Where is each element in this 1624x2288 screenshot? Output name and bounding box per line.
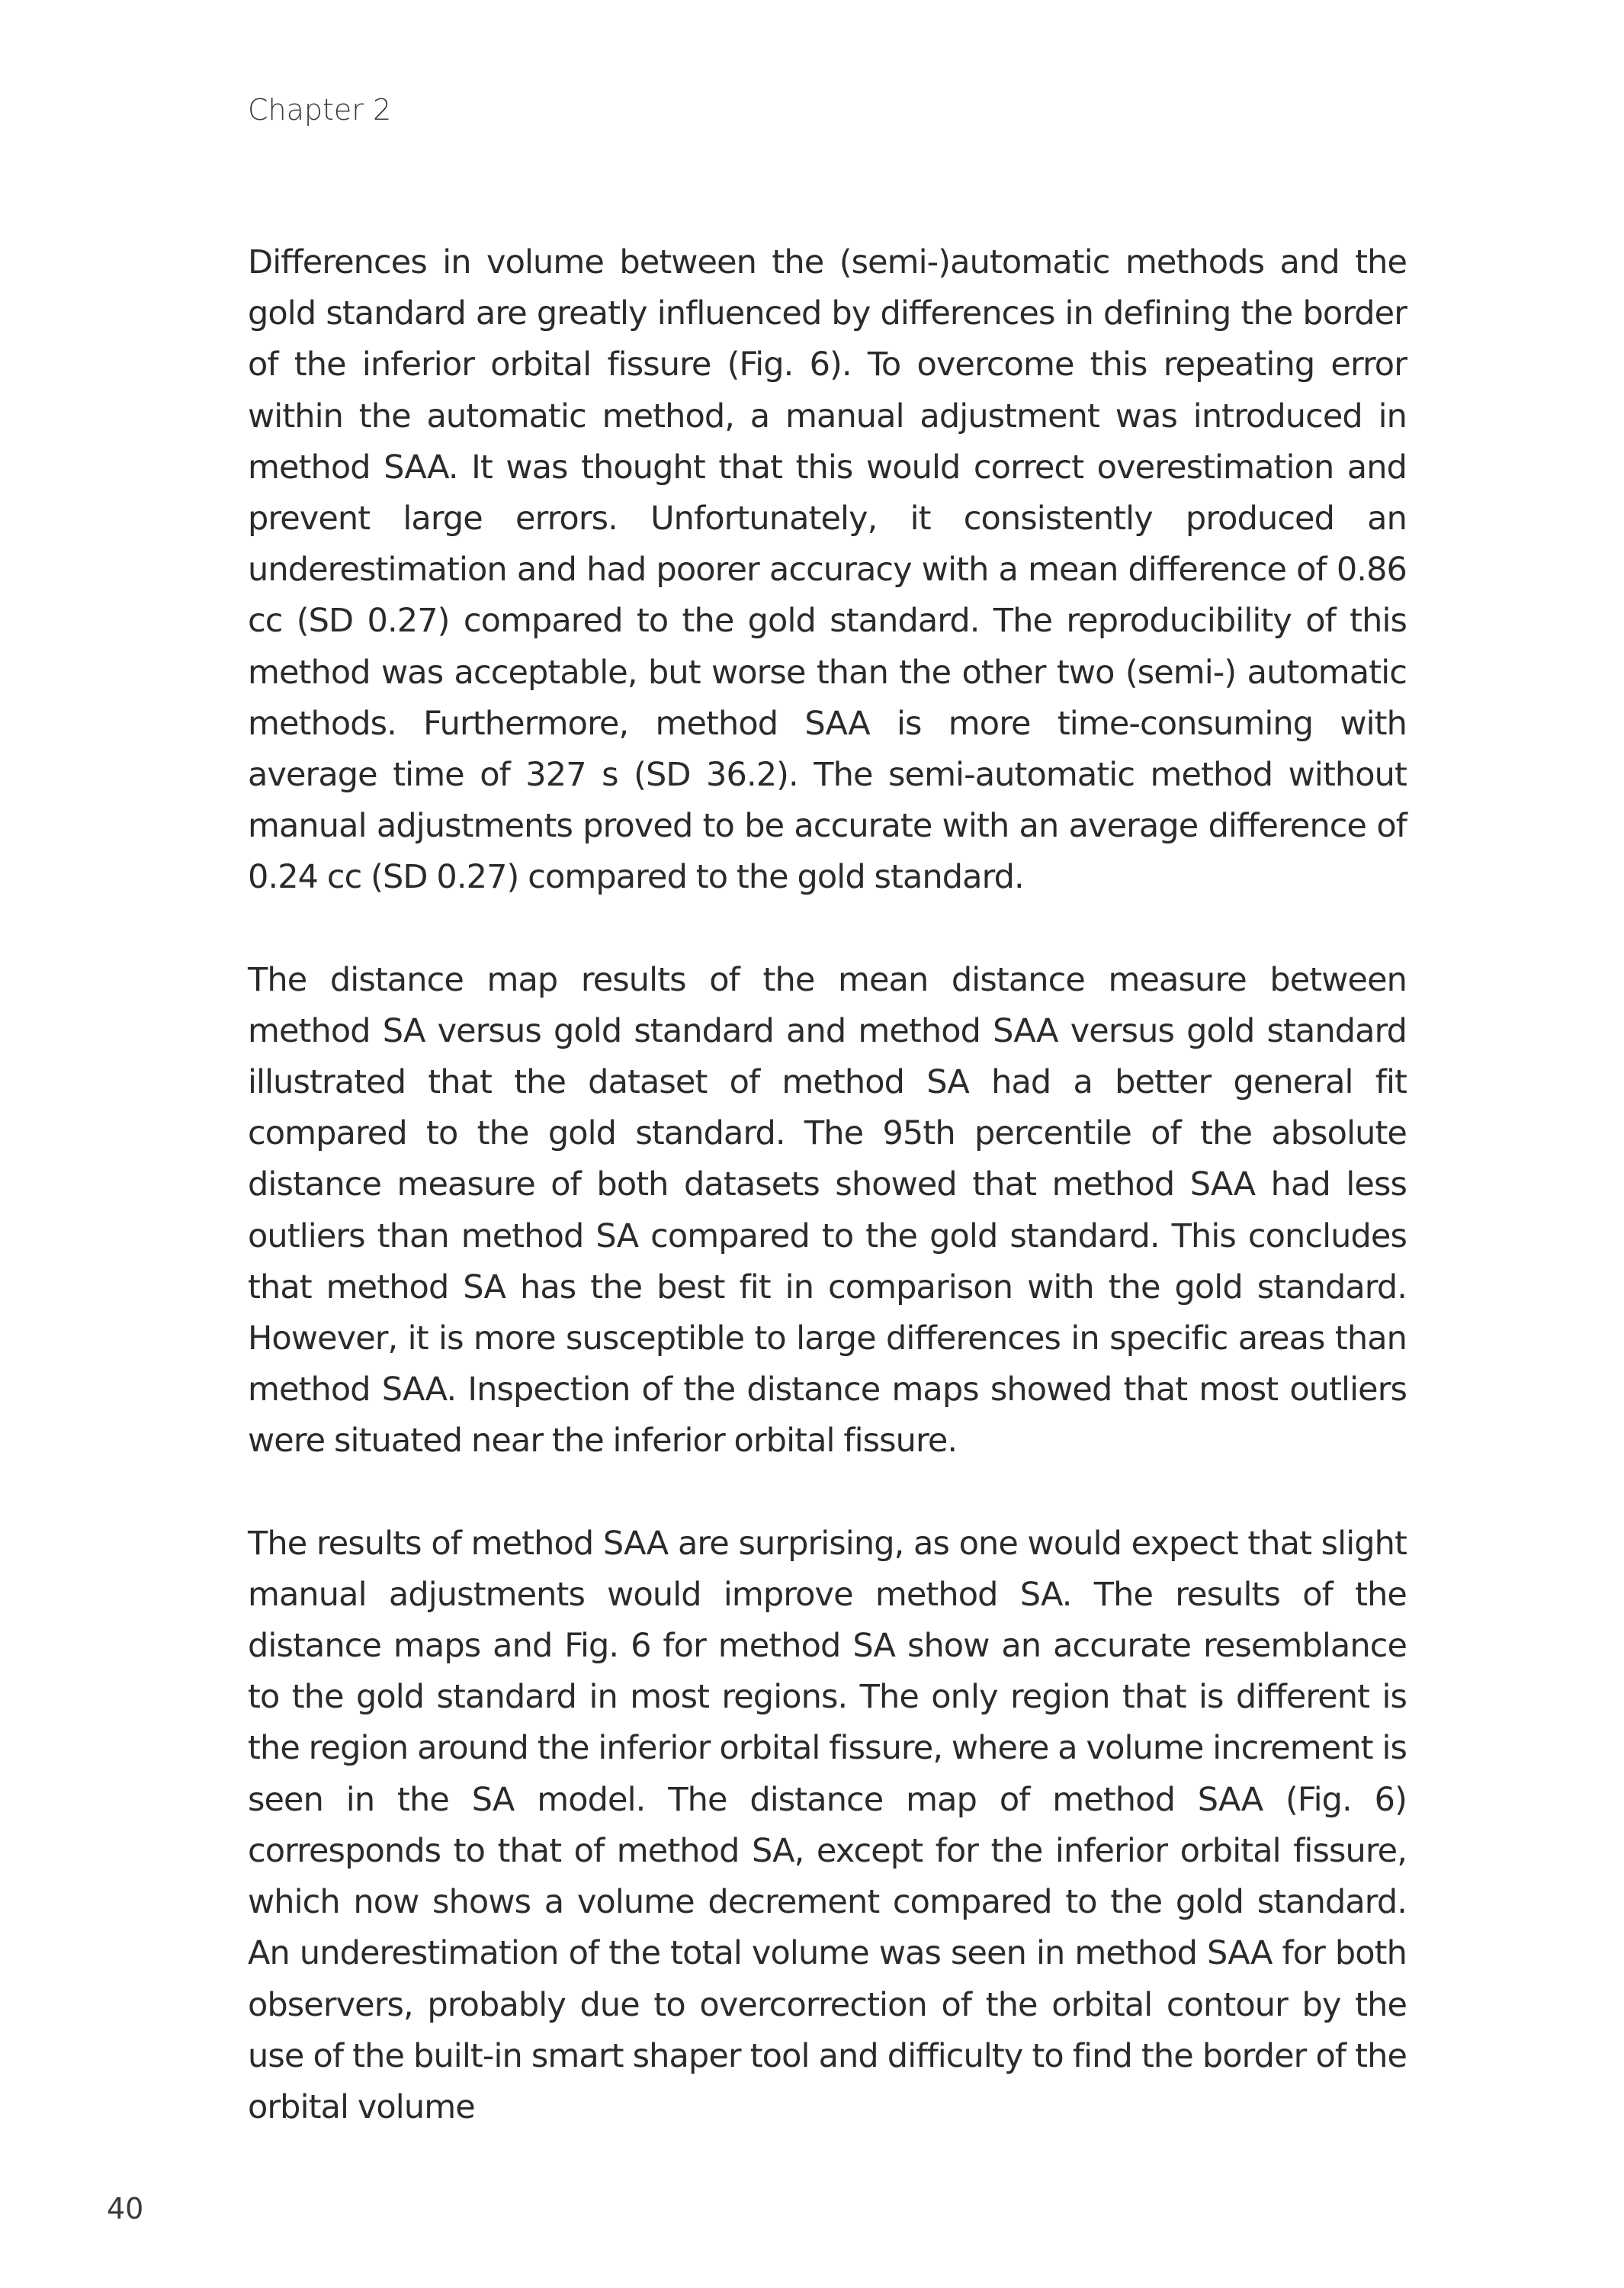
body-text xyxy=(248,237,1407,2133)
running-header-chapter: Chapter 2 xyxy=(248,93,392,127)
paragraph-volume-differences: Differences in volume between the (semi-)automatic methods and the gold standard are greatly influenced by differences in defining the border of the inferior orbital fissure (Fig. 6). To overcome this repeating error within the automatic method, a manual adjustment was introduced in method SAA. It was thought that this would correct overestimation and prevent large errors. Unfortunately, it consistently produced an underestimation and had poorer accuracy with a mean difference of 0.86 cc (SD 0.27) compared to the gold standard. The reproducibility of this method was acceptable, but worse than the other two (semi-) automatic methods. Furthermore, method SAA is more time-consuming with average time of 327 s (SD 36.2). The semi-automatic method without manual adjustments proved to be accurate with an average difference of 0.24 cc (SD 0.27) compared to the gold standard. xyxy=(248,243,1407,897)
paragraph-distance-map-results: The distance map results of the mean distance measure between method SA versus gold standard and method SAA versus gold standard illustrated that the dataset of method SA had a better general fit compared to the gold standard. The 95th percentile of the absolute distance measure of both datasets showed that method SAA had less outliers than method SA compared to the gold standard. This concludes that method SA has the best fit in comparison with the gold standard. However, it is more susceptible to large differences in specific areas than method SAA. Inspection of the distance maps showed that most outliers were situated near the inferior orbital fissure. xyxy=(248,960,1407,1461)
paragraph-saa-results: The results of method SAA are surprising, as one would expect that slight manual adjustments would improve method SA. The results of the distance maps and Fig. 6 for method SA show an accurate resemblance to the gold standard in most regions. The only region that is different is the region around the inferior orbital fissure, where a volume increment is seen in the SA model. The distance map of method SAA (Fig. 6) corresponds to that of method SA, except for the inferior orbital fissure, which now shows a volume decrement compared to the gold standard. An underestimation of the total volume was seen in method SAA for both observers, probably due to overcorrection of the orbital contour by the use of the built-in smart shaper tool and difficulty to find the border of the orbital volume xyxy=(248,1524,1407,2126)
page-number: 40 xyxy=(107,2192,144,2225)
